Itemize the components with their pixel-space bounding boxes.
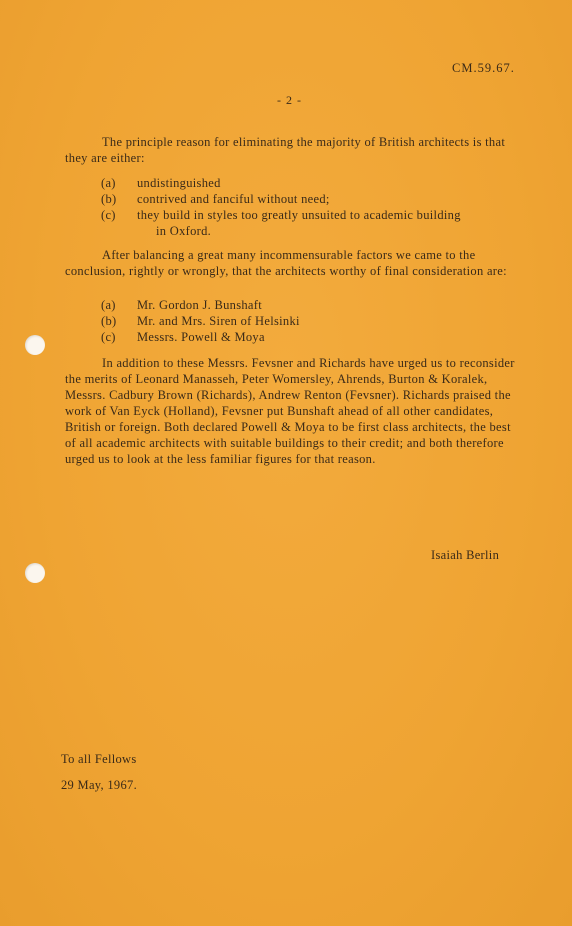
list-marker: (a) bbox=[101, 298, 116, 312]
punch-hole-top bbox=[25, 335, 45, 355]
page-number: - 2 - bbox=[277, 93, 302, 107]
list-marker: (b) bbox=[101, 192, 117, 206]
list-item-text: undistinguished bbox=[137, 176, 221, 190]
list-marker: (c) bbox=[101, 208, 116, 222]
reasons-list bbox=[101, 175, 537, 239]
list-item-text: they build in styles too greatly unsuited to academic building bbox=[137, 208, 461, 222]
list-item-text: contrived and fanciful without need; bbox=[137, 192, 330, 206]
list-item bbox=[101, 175, 537, 191]
list-marker: (c) bbox=[101, 330, 116, 344]
list-item bbox=[101, 329, 537, 345]
signature: Isaiah Berlin bbox=[431, 548, 500, 562]
paragraph-reason bbox=[65, 134, 525, 166]
paragraph-reason-text: The principle reason for eliminating the majority of British architects is that they are either: bbox=[65, 135, 506, 165]
list-item bbox=[101, 207, 537, 239]
document-reference: CM.59.67. bbox=[452, 61, 515, 75]
architects-list bbox=[101, 297, 537, 345]
list-item bbox=[101, 297, 537, 313]
document-date: 29 May, 1967. bbox=[61, 778, 138, 792]
list-item-text: Mr. and Mrs. Siren of Helsinki bbox=[137, 314, 300, 328]
paragraph-recommendations-text: In addition to these Messrs. Fevsner and Richards have urged us to reconsider the merits of Leonard Manasseh, Peter Womersley, Ahrends, Burton & Koralek, Messrs. Cadbury Brown (Richards), Andrew Renton (Fevsner). Richards praised the work of Van Eyck (Holland), Fevsner put Bunshaft ahead of all other candidates, British or foreign. Both declared Powell & Moya to be first class architects, the best of all academic architects with suitable buildings to their credit; and both therefore urged us to look at the less familiar figures for that reason. bbox=[65, 356, 515, 466]
list-item-continuation: in Oxford. bbox=[156, 224, 212, 238]
paragraph-conclusion bbox=[65, 247, 525, 279]
addressee: To all Fellows bbox=[61, 752, 137, 766]
list-item-text: Mr. Gordon J. Bunshaft bbox=[137, 298, 263, 312]
list-item bbox=[101, 313, 537, 329]
list-item bbox=[101, 191, 537, 207]
paragraph-recommendations bbox=[65, 355, 523, 467]
list-item-text: Messrs. Powell & Moya bbox=[137, 330, 265, 344]
list-marker: (b) bbox=[101, 314, 117, 328]
punch-hole-bottom bbox=[25, 563, 45, 583]
paragraph-conclusion-text: After balancing a great many incommensurable factors we came to the conclusion, rightly or wrongly, that the architects worthy of final consideration are: bbox=[65, 248, 507, 278]
list-marker: (a) bbox=[101, 176, 116, 190]
